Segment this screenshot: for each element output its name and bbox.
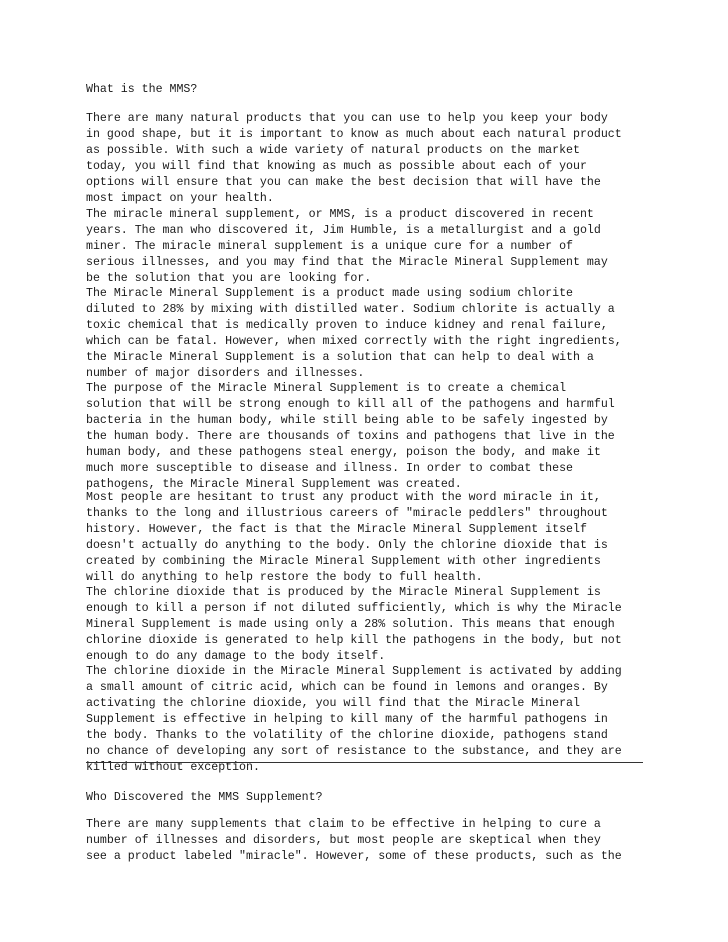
paragraph-6: The chlorine dioxide that is produced by the Miracle Mineral Supplement is enough to kill a person if not diluted sufficiently, which is why the Miracle Mineral Supplement is made using only a 28% solution. This means that enough chlorine dioxide is generated to help kill the pathogens in the body, but not enough to do any damage to the body itself.	[86, 586, 622, 663]
paragraph-1: There are many natural products that you can use to help you keep your body in good shape, but it is important to know as much about each natural product as possible. With such a wide variety of natural products on the market today, you will find that knowing as much as possible about each of your options will ensure that you can make the best decision that will have the most impact on your health.	[86, 112, 622, 205]
paragraph-3: The Miracle Mineral Supplement is a product made using sodium chlorite diluted to 28% by mixing with distilled water. Sodium chlorite is actually a toxic chemical that is medically proven to induce kidney and renal failure, which can be fatal. However, when mixed correctly with the right ingredients, the Miracle Mineral Supplement is a solution that can help to deal with a number of major disorders and illnesses.	[86, 287, 622, 380]
section-heading-who-discovered: Who Discovered the MMS Supplement?	[86, 791, 323, 804]
paragraph-7: The chlorine dioxide in the Miracle Mineral Supplement is activated by adding a small amount of citric acid, which can be found in lemons and oranges. By activating the chlorine dioxide, you will find that the Miracle Mineral Supplement is effective in helping to kill many of the harmful pathogens in the body. Thanks to the volatility of the chlorine dioxide, pathogens stand no chance of developing any sort of resistance to the substance, and they are killed without exception.	[86, 665, 622, 774]
section-heading-what-is-mms: What is the MMS?	[86, 83, 198, 96]
paragraph-2: The miracle mineral supplement, or MMS, is a product discovered in recent years. The man who discovered it, Jim Humble, is a metallurgist and a gold miner. The miracle mineral supplement is a unique cure for a number of serious illnesses, and you may find that the Miracle Mineral Supplement may be the solution that you are looking for.	[86, 208, 608, 285]
section-divider	[86, 762, 643, 763]
paragraph-4: The purpose of the Miracle Mineral Supplement is to create a chemical solution that will be strong enough to kill all of the pathogens and harmful bacteria in the human body, while still being able to be safely ingested by the human body. There are thousands of toxins and pathogens that live in the human body, and these pathogens steal energy, poison the body, and make it much more susceptible to disease and illness. In order to combat these pathogens, the Miracle Mineral Supplement was created.	[86, 382, 615, 491]
paragraph-8: There are many supplements that claim to be effective in helping to cure a number of illnesses and disorders, but most people are skeptical when they see a product labeled "miracle". However, some of these products, such as the	[86, 818, 622, 863]
paragraph-5: Most people are hesitant to trust any product with the word miracle in it, thanks to the long and illustrious careers of "miracle peddlers" throughout history. However, the fact is that the Miracle Mineral Supplement itself doesn't actually do anything to the body. Only the chlorine dioxide that is created by combining the Miracle Mineral Supplement with other ingredients will do anything to help restore the body to full health.	[86, 491, 608, 584]
